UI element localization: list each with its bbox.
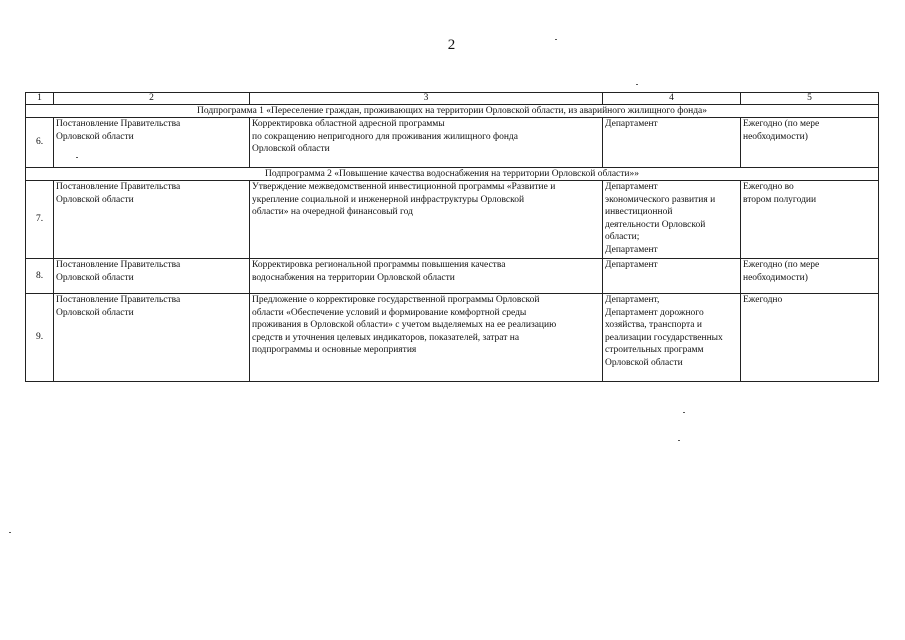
table-row: [26, 118, 879, 168]
measure-content-cell: Утверждение межведомственной инвестиционной программы «Развитие и укрепление социальной и инженерной инфраструктуры Орловской области» на очередной финансовый год: [250, 181, 603, 259]
scan-speck: [76, 157, 78, 158]
subprogram-1-title: Подпрограмма 1 «Переселение граждан, проживающих на территории Орловской области, из аварийного жилищного фонда»: [26, 105, 879, 118]
term-cell: Ежегодно во втором полугодии: [741, 181, 879, 259]
row-number: 6.: [26, 118, 54, 168]
scan-speck: [678, 440, 680, 441]
document-type-cell: Постановление Правительства Орловской области: [54, 294, 250, 382]
measure-content-cell: Предложение о корректировке государственной программы Орловской области «Обеспечение условий и формирование комфортной среды проживания в Орловской области» с учетом выделяемых на ее реализацию средств и уточнения целевых индикаторов, показателей, затрат на подпрограммы и основные мероприятия: [250, 294, 603, 382]
document-type-cell: Постановление Правительства Орловской области: [54, 118, 250, 168]
table-row: [26, 181, 879, 259]
scan-speck: [636, 84, 638, 85]
column-number-3: 3: [250, 93, 603, 105]
executor-cell: Департамент экономического развития и инвестиционной деятельности Орловской области; Департамент: [603, 181, 741, 259]
row-number: 7.: [26, 181, 54, 259]
subprogram-2-row: [26, 168, 879, 181]
subprogram-1-row: [26, 105, 879, 118]
subprogram-2-title: Подпрограмма 2 «Повышение качества водоснабжения на территории Орловской области»»: [26, 168, 879, 181]
column-number-4: 4: [603, 93, 741, 105]
table-row: [26, 259, 879, 294]
executor-cell: Департамент: [603, 259, 741, 294]
column-number-row: [26, 93, 879, 105]
measure-content-cell: Корректировка региональной программы повышения качества водоснабжения на территории Орловской области: [250, 259, 603, 294]
term-cell: Ежегодно (по мере необходимости): [741, 118, 879, 168]
executor-cell: Департамент, Департамент дорожного хозяйства, транспорта и реализации государственных строительных программ Орловской области: [603, 294, 741, 382]
table-row: [26, 294, 879, 382]
scan-speck: [683, 412, 685, 413]
column-number-2: 2: [54, 93, 250, 105]
scan-speck: [9, 532, 11, 533]
measure-content-cell: Корректировка областной адресной программы по сокращению непригодного для проживания жилищного фонда Орловской области: [250, 118, 603, 168]
term-cell: Ежегодно (по мере необходимости): [741, 259, 879, 294]
executor-cell: Департамент: [603, 118, 741, 168]
column-number-5: 5: [741, 93, 879, 105]
measures-table: [25, 92, 879, 382]
scan-speck: [555, 39, 557, 40]
document-type-cell: Постановление Правительства Орловской области: [54, 181, 250, 259]
term-cell: Ежегодно: [741, 294, 879, 382]
column-number-1: 1: [26, 93, 54, 105]
document-type-cell: Постановление Правительства Орловской области: [54, 259, 250, 294]
row-number: 8.: [26, 259, 54, 294]
page-number: 2: [447, 37, 456, 53]
row-number: 9.: [26, 294, 54, 382]
